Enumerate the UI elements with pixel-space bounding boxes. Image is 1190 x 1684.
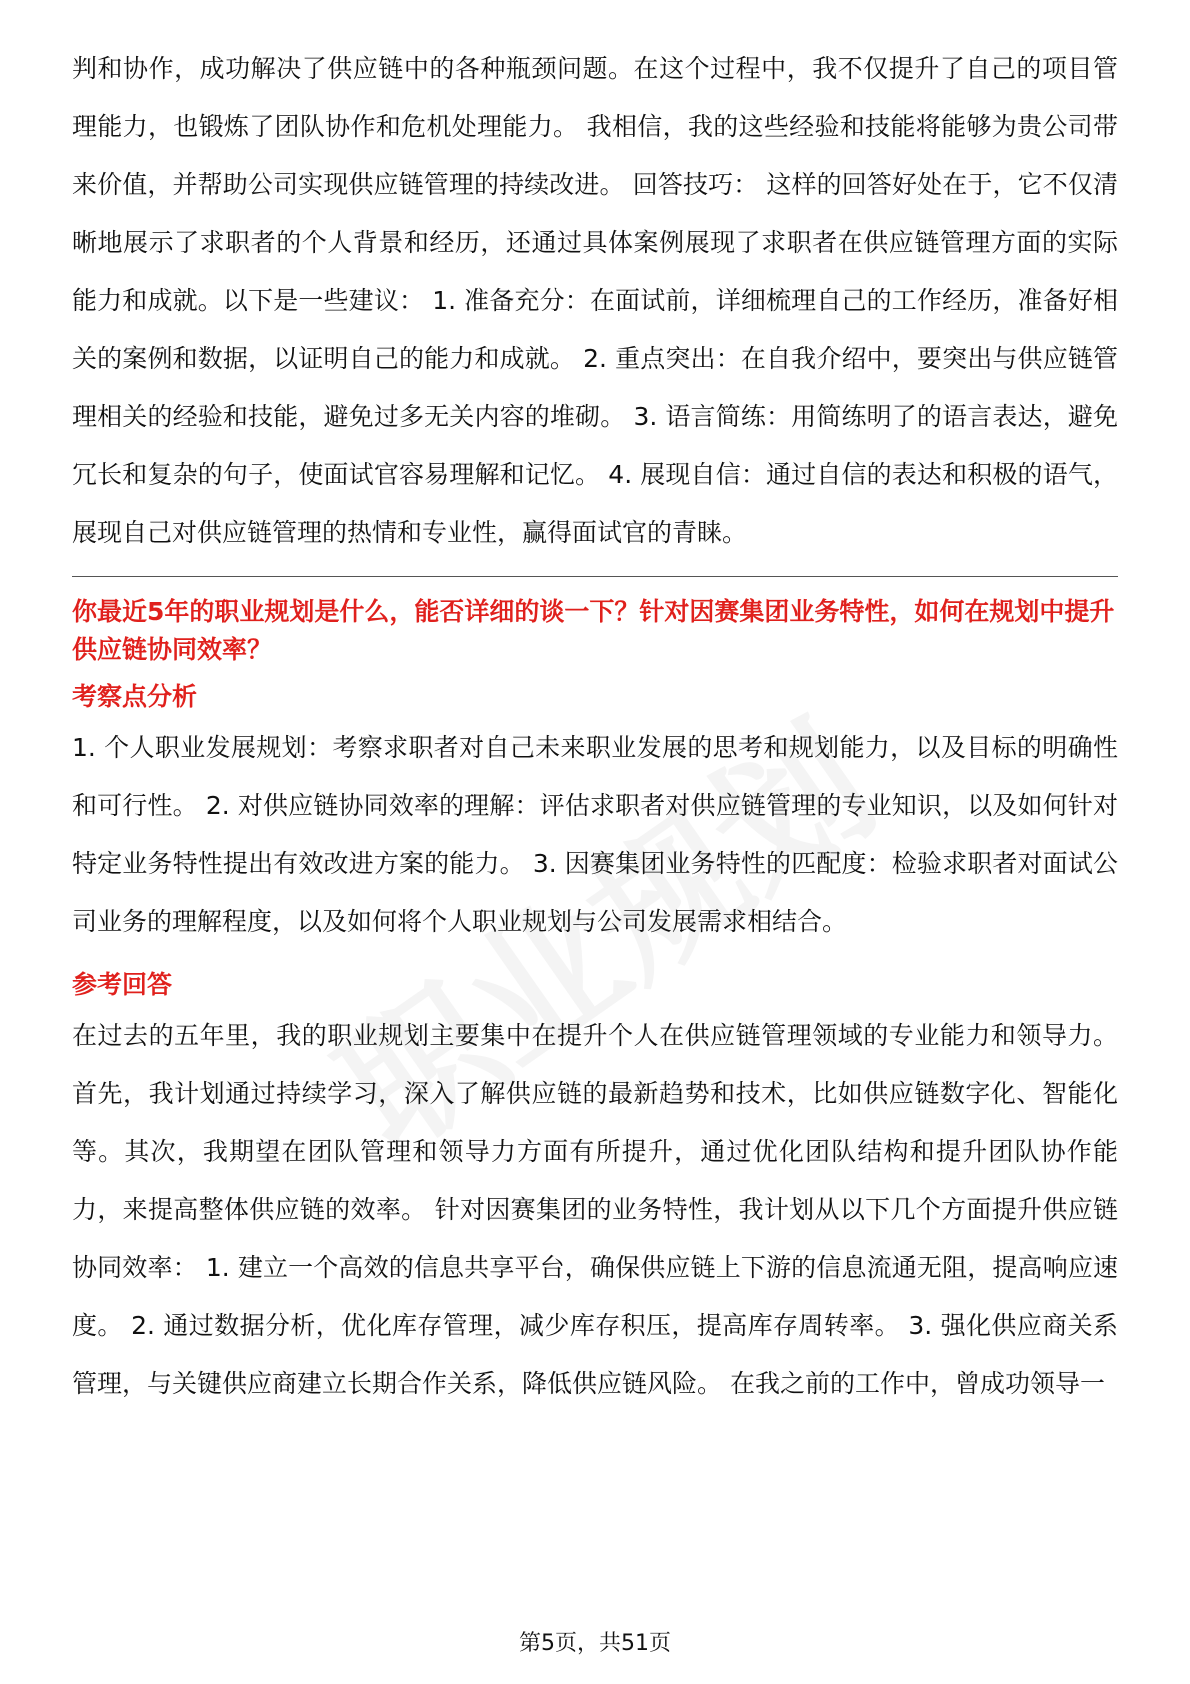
answer-heading: 参考回答 [72,970,173,999]
interview-question: 你最近5年的职业规划是什么，能否详细的谈一下？针对因赛集团业务特性，如何在规划中提升供应链协同效率？ [72,597,1115,664]
analysis-heading: 考察点分析 [72,682,198,711]
analysis-body: 1. 个人职业发展规划：考察求职者对自己未来职业发展的思考和规划能力，以及目标的明确性和可行性。 2. 对供应链协同效率的理解：评估求职者对供应链管理的专业知识，以及如何针对特定业务特性提出有效改进方案的能力。 3. 因赛集团业务特性的匹配度：检验求职者对面试公司业务的理解程度，以及如何将个人职业规划与公司发展需求相结合。 [72,733,1118,936]
page-number: 第5页，共51页 [519,1631,671,1656]
answer-body: 在过去的五年里，我的职业规划主要集中在提升个人在供应链管理领域的专业能力和领导力。首先，我计划通过持续学习，深入了解供应链的最新趋势和技术，比如供应链数字化、智能化等。其次，我期望在团队管理和领导力方面有所提升，通过优化团队结构和提升团队协作能力，来提高整体供应链的效率。 针对因赛集团的业务特性，我计划从以下几个方面提升供应链协同效率： 1. 建立一个高效的信息共享平台，确保供应链上下游的信息流通无阻，提高响应速度。 2. 通过数据分析，优化库存管理，减少库存积压，提高库存周转率。 3. 强化供应商关系管理，与关键供应商建立长期合作关系，降低供应链风险。 在我之前的工作中，曾成功领导一 [72,1021,1118,1398]
section-divider [72,576,1118,577]
intro-paragraph: 判和协作，成功解决了供应链中的各种瓶颈问题。在这个过程中，我不仅提升了自己的项目管理能力，也锻炼了团队协作和危机处理能力。 我相信，我的这些经验和技能将能够为贵公司带来价值，并帮助公司实现供应链管理的持续改进。 回答技巧： 这样的回答好处在于，它不仅清晰地展示了求职者的个人背景和经历，还通过具体案例展现了求职者在供应链管理方面的实际能力和成就。以下是一些建议： 1. 准备充分：在面试前，详细梳理自己的工作经历，准备好相关的案例和数据，以证明自己的能力和成就。 2. 重点突出：在自我介绍中，要突出与供应链管理相关的经验和技能，避免过多无关内容的堆砌。 3. 语言简练：用简练明了的语言表达，避免冗长和复杂的句子，使面试官容易理解和记忆。 4. 展现自信：通过自信的表达和积极的语气，展现自己对供应链管理的热情和专业性，赢得面试官的青睐。 [72,54,1118,547]
document-body [72,40,1118,1413]
